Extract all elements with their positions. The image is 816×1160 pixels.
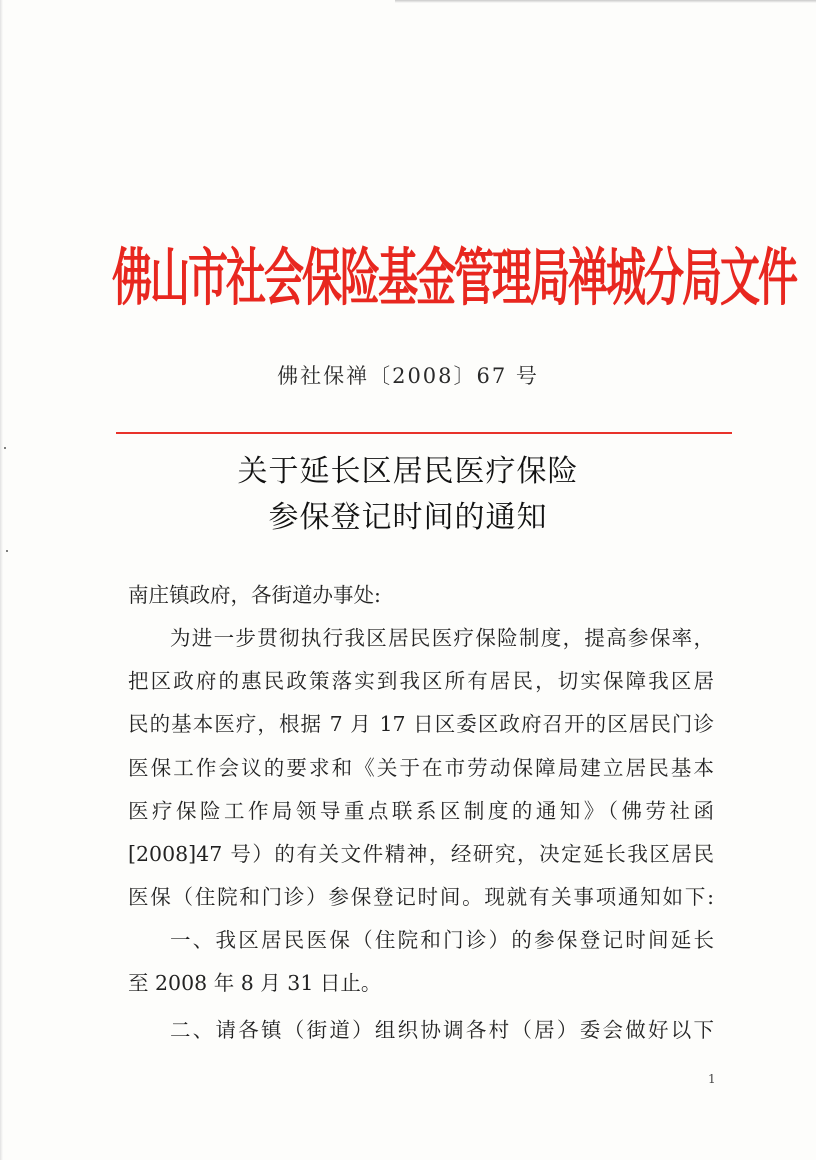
addressee-line: 南庄镇政府，各街道办事处: [128,583,381,607]
body-line: 把区政府的惠民政策落实到我区所有居民，切实保障我区居 [128,669,714,693]
notice-title-line-1: 关于延长区居民医疗保险 [237,454,579,489]
body-line: 二、请各镇（街道）组织协调各村（居）委会做好以下 [170,1018,714,1042]
body-line: 医疗保险工作局领导重点联系区制度的通知》（佛劳社函 [128,799,714,823]
body-line: 民的基本医疗，根据 7 月 17 日区委区政府召开的区居民门诊 [128,712,714,736]
document-number: 佛社保禅〔2008〕67 号 [277,364,539,388]
scan-speck [6,550,8,552]
body-line: [2008]47 号）的有关文件精神，经研究，决定延长我区居民 [128,842,714,866]
body-line: 至 2008 年 8 月 31 日止。 [128,971,382,995]
page-number: 1 [708,1072,716,1086]
scan-edge-top [395,0,816,3]
red-divider-line [116,432,732,434]
masthead-title: 佛山市社会保险基金管理局禅城分局文件 [112,241,796,315]
body-line: 医保（住院和门诊）参保登记时间。现就有关事项通知如下: [128,885,714,909]
body-line: 医保工作会议的要求和《关于在市劳动保障局建立居民基本 [128,756,714,780]
scan-edge-left [0,0,3,1160]
notice-title-line-2: 参保登记时间的通知 [268,500,548,535]
body-line: 一、我区居民医保（住院和门诊）的参保登记时间延长 [170,928,714,952]
body-line: 为进一步贯彻执行我区居民医疗保险制度，提高参保率， [170,626,714,650]
